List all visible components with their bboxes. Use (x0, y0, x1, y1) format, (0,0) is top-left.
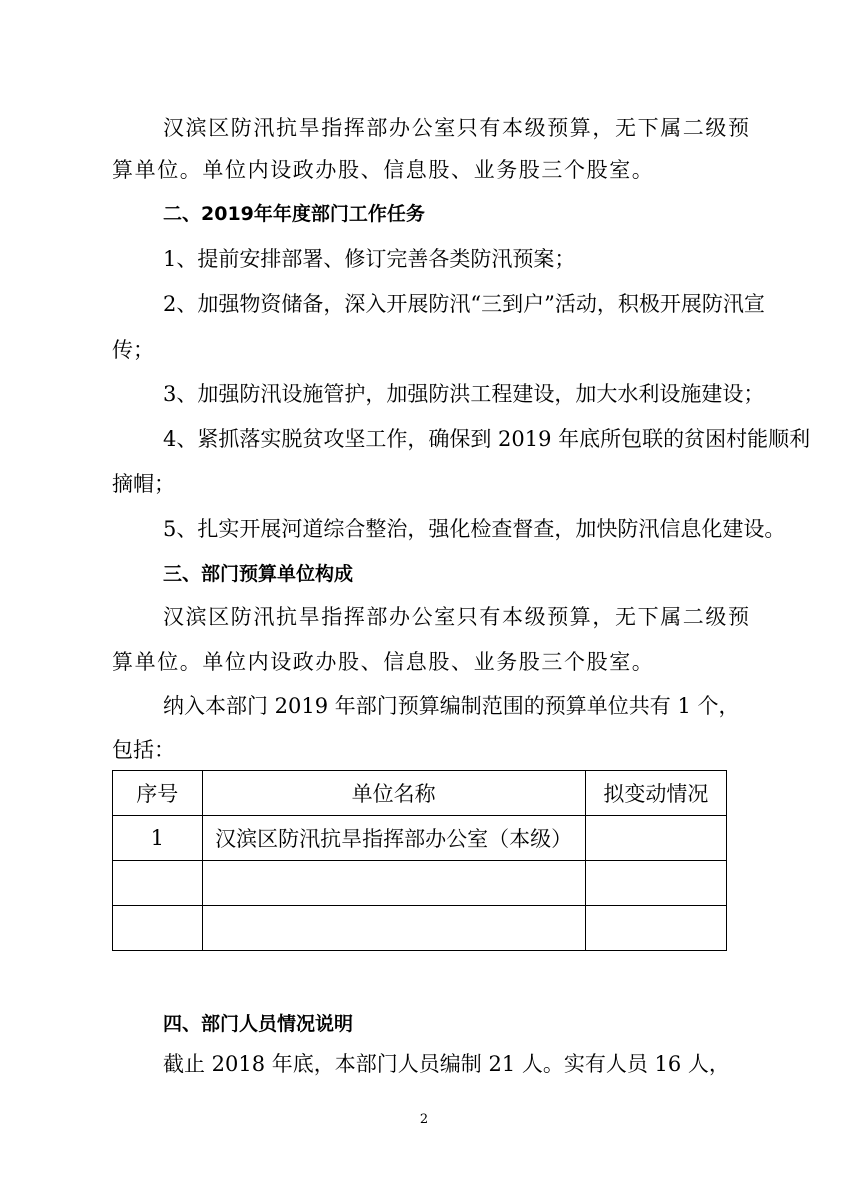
paragraph-line: 算单位。单位内设政办股、信息股、业务股三个股室。 (112, 158, 655, 182)
table-cell (202, 861, 585, 906)
table-cell (202, 906, 585, 951)
table-cell (585, 861, 726, 906)
table-cell (113, 906, 203, 951)
paragraph-line: 包括： (112, 738, 175, 762)
paragraph-line: 2、加强物资储备，深入开展防汛“三到户”活动，积极开展防汛宣 (163, 292, 765, 316)
table-cell (585, 906, 726, 951)
paragraph-line: 摘帽； (112, 472, 175, 496)
paragraph-line: 5、扎实开展河道综合整治，强化检查督查，加快防汛信息化建设。 (163, 517, 786, 541)
section-heading: 二、2019年年度部门工作任务 (163, 203, 425, 225)
table-row (113, 816, 727, 861)
table-cell: 汉滨区防汛抗旱指挥部办公室（本级） (202, 816, 585, 861)
table-cell (585, 816, 726, 861)
paragraph-line: 3、加强防汛设施管护，加强防洪工程建设，加大水利设施建设； (163, 382, 765, 406)
table-row (113, 861, 727, 906)
paragraph-line: 汉滨区防汛抗旱指挥部办公室只有本级预算，无下属二级预 (163, 116, 751, 140)
section-heading: 四、部门人员情况说明 (163, 1013, 354, 1035)
paragraph-line: 汉滨区防汛抗旱指挥部办公室只有本级预算，无下属二级预 (163, 605, 751, 629)
paragraph-line: 1、提前安排部署、修订完善各类防汛预案； (163, 247, 576, 271)
paragraph-line: 纳入本部门 2019 年部门预算编制范围的预算单位共有 1 个， (163, 694, 740, 718)
column-header: 单位名称 (202, 771, 585, 816)
paragraph-line: 传； (112, 338, 154, 362)
paragraph-line: 4、紧抓落实脱贫攻坚工作，确保到 2019 年底所包联的贫困村能顺利 (163, 427, 811, 451)
column-header: 拟变动情况 (585, 771, 726, 816)
paragraph-line: 算单位。单位内设政办股、信息股、业务股三个股室。 (112, 650, 655, 674)
section-heading: 三、部门预算单位构成 (163, 563, 354, 585)
table-cell: 1 (113, 816, 203, 861)
column-header: 序号 (113, 771, 203, 816)
table-header-row (113, 771, 727, 816)
page-number: 2 (419, 1112, 429, 1127)
table-row (113, 906, 727, 951)
paragraph-line: 截止 2018 年底，本部门人员编制 21 人。实有人员 16 人， (163, 1052, 730, 1076)
budget-unit-table (112, 770, 727, 951)
table-cell (113, 861, 203, 906)
